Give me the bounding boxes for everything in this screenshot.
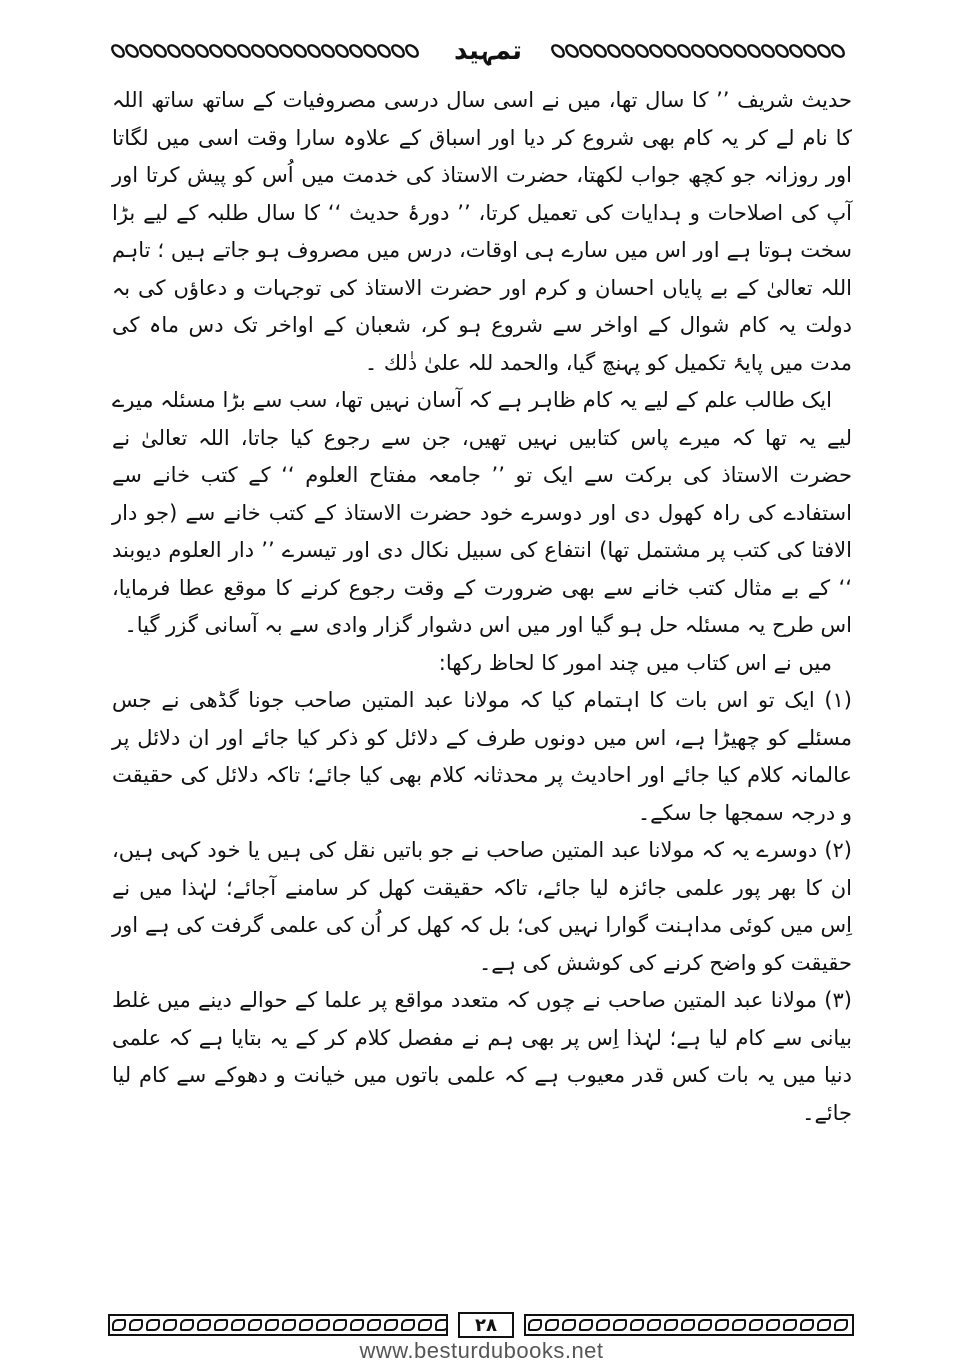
header-ornament-left [108,40,428,62]
paragraph-point-3: (۳) مولانا عبد المتین صاحب نے چوں کہ متعدد مواقع پر علما کے حوالے دینے میں غلط بیانی سے کام لیا ہے؛ لہٰذا اِس پر بھی ہم نے مفصل کلام کر کے یہ بتایا ہے کہ علمی دنیا میں یہ بات کس قدر معیوب ہے کہ علمی باتوں میں خیانت و دھوکے سے کام لیا جائے۔ [112,988,852,1125]
page-footer [108,1312,854,1338]
header-ornament-right [548,40,848,62]
footer-ornament-right [524,1314,854,1336]
paragraph-hadith-year: حدیث شریف ’’ کا سال تھا، میں نے اسی سال درسی مصروفیات کے ساتھ ساتھ اللہ کا نام لے کر یہ کام بھی شروع کر دیا اور اسباق کے علاوہ سارا وقت اسی میں لگاتا اور روزانہ جو کچھ جواب لکھتا، حضرت الاستاذ کی خدمت میں اُس کو پیش کرتا اور آپ کی اصلاحات و ہدایات کی تعمیل کرتا، ’’ دورۂ حدیث ‘‘ کا سال طلبہ کے لیے بڑا سخت ہوتا ہے اور اس میں سارے ہی اوقات، درس میں مصروف ہو جاتے ہیں ؛ تاہم اللہ تعالیٰ کے بے پایاں احسان و کرم اور حضرت الاستاذ کی توجہات و دعاؤں کی بہ دولت یہ کام شوال کے اواخر سے شروع ہو کر، شعبان کے اواخر تک دس ماہ کی مدت میں پایۂ تکمیل کو پہنچ گیا، والحمد للہ علیٰ ذٰلك ۔ [112,88,852,375]
paragraph-matters-intro: میں نے اس کتاب میں چند امور کا لحاظ رکھا: [438,650,832,675]
paragraph-point-2: (۲) دوسرے یہ کہ مولانا عبد المتین صاحب نے جو باتیں نقل کی ہیں یا خود کہی ہیں، ان کا بھر پور علمی جائزہ لیا جائے، تاکہ حقیقت کھل کر سامنے آجائے؛ لہٰذا میں نے اِس میں کوئی مداہنت گوارا نہیں کی؛ بل کہ کھل کر اُن کی علمی گرفت کی ہے اور حقیقت کو واضح کرنے کی کوشش کی ہے۔ [112,838,852,975]
paragraph-books-problem: ایک طالب علم کے لیے یہ کام ظاہر ہے کہ آسان نہیں تھا، سب سے بڑا مسئلہ میرے لیے یہ تھا کہ میرے پاس کتابیں نہیں تھیں، جن سے رجوع کیا جاتا، اللہ تعالیٰ نے حضرت الاستاذ کی برکت سے ایک تو ’’ جامعہ مفتاح العلوم ‘‘ کے کتب خانے سے استفادے کی راہ کھول دی اور دوسرے خود حضرت الاستاذ کے کتب خانے سے (جو دار الافتا کی کتب پر مشتمل تھا) انتفاع کی سبیل نکال دی اور تیسرے ’’ دار العلوم دیوبند ‘‘ کے بے مثال کتب خانے سے بھی ضرورت کے وقت رجوع کرنے کا موقع عطا فرمایا، اس طرح یہ مسئلہ حل ہو گیا اور میں اس دشوار گزار وادی سے بہ آسانی گزر گیا۔ [112,388,852,637]
chapter-title: تمہید [453,36,523,66]
footer-ornament-left [108,1314,448,1336]
website-watermark: www.besturdubooks.net [359,1338,604,1363]
page-header [108,34,848,68]
page-body [112,82,852,1282]
page-number: ۲۸ [458,1312,514,1338]
paragraph-point-1: (۱) ایک تو اس بات کا اہتمام کیا کہ مولانا عبد المتین صاحب جونا گڈھی نے جس مسئلے کو چھیڑا ہے، اس میں دونوں طرف کے دلائل کو ذکر کیا جائے اور ان دلائل پر عالمانہ کلام کیا جائے اور احادیث پر محدثانہ کلام بھی کیا جائے؛ تاکہ دلائل کی حقیقت و درجہ سمجھا جا سکے۔ [112,688,852,825]
